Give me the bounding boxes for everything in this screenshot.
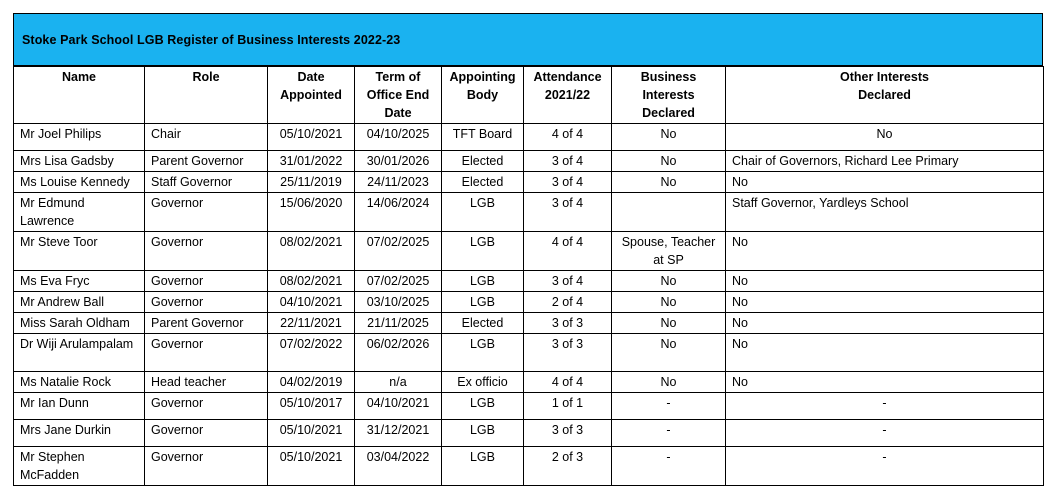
cell-business-interests: - bbox=[612, 420, 726, 447]
cell-role: Governor bbox=[145, 193, 268, 232]
register-sheet bbox=[13, 13, 1043, 486]
cell-role: Governor bbox=[145, 393, 268, 420]
header-row bbox=[14, 67, 1044, 124]
cell-business-interests: - bbox=[612, 447, 726, 486]
cell-role: Staff Governor bbox=[145, 172, 268, 193]
cell-appointing-body: LGB bbox=[442, 193, 524, 232]
cell-name: Mr Edmund Lawrence bbox=[14, 193, 145, 232]
cell-other-interests: No bbox=[726, 172, 1044, 193]
cell-other-interests: - bbox=[726, 393, 1044, 420]
cell-attendance: 3 of 3 bbox=[524, 313, 612, 334]
cell-appointing-body: Elected bbox=[442, 313, 524, 334]
cell-attendance: 4 of 4 bbox=[524, 124, 612, 151]
table-row bbox=[14, 232, 1044, 271]
cell-name: Mr Ian Dunn bbox=[14, 393, 145, 420]
cell-term-end: 04/10/2021 bbox=[355, 393, 442, 420]
cell-attendance: 4 of 4 bbox=[524, 372, 612, 393]
cell-date-appointed: 31/01/2022 bbox=[268, 151, 355, 172]
cell-other-interests: No bbox=[726, 124, 1044, 151]
cell-appointing-body: LGB bbox=[442, 420, 524, 447]
cell-appointing-body: Elected bbox=[442, 172, 524, 193]
cell-attendance: 2 of 4 bbox=[524, 292, 612, 313]
col-header-term-end: Term of Office End Date bbox=[355, 67, 442, 124]
cell-business-interests: No bbox=[612, 124, 726, 151]
col-header-business-interests: Business Interests Declared bbox=[612, 67, 726, 124]
cell-role: Parent Governor bbox=[145, 313, 268, 334]
title-bar bbox=[13, 13, 1043, 66]
cell-date-appointed: 05/10/2021 bbox=[268, 124, 355, 151]
table-row bbox=[14, 393, 1044, 420]
table-row bbox=[14, 151, 1044, 172]
cell-other-interests: - bbox=[726, 420, 1044, 447]
col-header-role: Role bbox=[145, 67, 268, 124]
cell-name: Mr Steve Toor bbox=[14, 232, 145, 271]
col-header-other-interests: Other Interests Declared bbox=[726, 67, 1044, 124]
cell-term-end: 03/04/2022 bbox=[355, 447, 442, 486]
cell-appointing-body: Ex officio bbox=[442, 372, 524, 393]
cell-role: Governor bbox=[145, 420, 268, 447]
table-row bbox=[14, 334, 1044, 372]
cell-date-appointed: 07/02/2022 bbox=[268, 334, 355, 372]
cell-appointing-body: LGB bbox=[442, 292, 524, 313]
cell-role: Governor bbox=[145, 334, 268, 372]
cell-other-interests: Staff Governor, Yardleys School bbox=[726, 193, 1044, 232]
cell-appointing-body: LGB bbox=[442, 447, 524, 486]
cell-appointing-body: TFT Board bbox=[442, 124, 524, 151]
cell-term-end: 07/02/2025 bbox=[355, 271, 442, 292]
cell-business-interests: No bbox=[612, 292, 726, 313]
cell-attendance: 4 of 4 bbox=[524, 232, 612, 271]
cell-name: Ms Natalie Rock bbox=[14, 372, 145, 393]
register-title: Stoke Park School LGB Register of Business Interests 2022-23 bbox=[22, 32, 401, 47]
cell-business-interests: No bbox=[612, 334, 726, 372]
cell-name: Miss Sarah Oldham bbox=[14, 313, 145, 334]
cell-other-interests: No bbox=[726, 292, 1044, 313]
cell-name: Mr Joel Philips bbox=[14, 124, 145, 151]
table-row bbox=[14, 172, 1044, 193]
cell-date-appointed: 04/10/2021 bbox=[268, 292, 355, 313]
cell-name: Mrs Jane Durkin bbox=[14, 420, 145, 447]
cell-term-end: n/a bbox=[355, 372, 442, 393]
cell-name: Ms Louise Kennedy bbox=[14, 172, 145, 193]
cell-date-appointed: 15/06/2020 bbox=[268, 193, 355, 232]
cell-name: Dr Wiji Arulampalam bbox=[14, 334, 145, 372]
cell-attendance: 2 of 3 bbox=[524, 447, 612, 486]
cell-attendance: 3 of 3 bbox=[524, 420, 612, 447]
cell-date-appointed: 05/10/2017 bbox=[268, 393, 355, 420]
cell-business-interests: No bbox=[612, 151, 726, 172]
cell-role: Governor bbox=[145, 447, 268, 486]
cell-date-appointed: 22/11/2021 bbox=[268, 313, 355, 334]
cell-appointing-body: LGB bbox=[442, 334, 524, 372]
cell-attendance: 3 of 3 bbox=[524, 334, 612, 372]
cell-appointing-body: LGB bbox=[442, 232, 524, 271]
cell-attendance: 3 of 4 bbox=[524, 172, 612, 193]
cell-business-interests: No bbox=[612, 172, 726, 193]
table-row bbox=[14, 292, 1044, 313]
cell-term-end: 30/01/2026 bbox=[355, 151, 442, 172]
cell-other-interests: No bbox=[726, 271, 1044, 292]
cell-term-end: 24/11/2023 bbox=[355, 172, 442, 193]
cell-business-interests: No bbox=[612, 372, 726, 393]
table-row bbox=[14, 447, 1044, 486]
col-header-attendance: Attendance 2021/22 bbox=[524, 67, 612, 124]
cell-term-end: 06/02/2026 bbox=[355, 334, 442, 372]
cell-name: Ms Eva Fryc bbox=[14, 271, 145, 292]
cell-attendance: 3 of 4 bbox=[524, 193, 612, 232]
cell-business-interests bbox=[612, 193, 726, 232]
cell-date-appointed: 05/10/2021 bbox=[268, 420, 355, 447]
cell-role: Governor bbox=[145, 292, 268, 313]
cell-attendance: 1 of 1 bbox=[524, 393, 612, 420]
table-row bbox=[14, 372, 1044, 393]
cell-name: Mr Andrew Ball bbox=[14, 292, 145, 313]
col-header-name: Name bbox=[14, 67, 145, 124]
cell-attendance: 3 of 4 bbox=[524, 271, 612, 292]
table-row bbox=[14, 420, 1044, 447]
cell-term-end: 04/10/2025 bbox=[355, 124, 442, 151]
col-header-appointing-body: Appointing Body bbox=[442, 67, 524, 124]
col-header-date-appointed: Date Appointed bbox=[268, 67, 355, 124]
cell-other-interests: No bbox=[726, 232, 1044, 271]
cell-role: Governor bbox=[145, 232, 268, 271]
cell-date-appointed: 05/10/2021 bbox=[268, 447, 355, 486]
cell-business-interests: Spouse, Teacher at SP bbox=[612, 232, 726, 271]
cell-other-interests: No bbox=[726, 372, 1044, 393]
cell-term-end: 31/12/2021 bbox=[355, 420, 442, 447]
cell-business-interests: - bbox=[612, 393, 726, 420]
cell-date-appointed: 04/02/2019 bbox=[268, 372, 355, 393]
table-row bbox=[14, 271, 1044, 292]
cell-date-appointed: 08/02/2021 bbox=[268, 232, 355, 271]
cell-name: Mrs Lisa Gadsby bbox=[14, 151, 145, 172]
cell-appointing-body: LGB bbox=[442, 393, 524, 420]
cell-term-end: 21/11/2025 bbox=[355, 313, 442, 334]
cell-term-end: 07/02/2025 bbox=[355, 232, 442, 271]
table-row bbox=[14, 124, 1044, 151]
cell-role: Head teacher bbox=[145, 372, 268, 393]
cell-term-end: 03/10/2025 bbox=[355, 292, 442, 313]
cell-attendance: 3 of 4 bbox=[524, 151, 612, 172]
cell-role: Parent Governor bbox=[145, 151, 268, 172]
cell-role: Chair bbox=[145, 124, 268, 151]
cell-other-interests: No bbox=[726, 313, 1044, 334]
table-row bbox=[14, 193, 1044, 232]
cell-name: Mr Stephen McFadden bbox=[14, 447, 145, 486]
cell-other-interests: - bbox=[726, 447, 1044, 486]
cell-appointing-body: LGB bbox=[442, 271, 524, 292]
register-table bbox=[13, 66, 1044, 486]
cell-appointing-body: Elected bbox=[442, 151, 524, 172]
table-row bbox=[14, 313, 1044, 334]
cell-business-interests: No bbox=[612, 271, 726, 292]
cell-other-interests: Chair of Governors, Richard Lee Primary bbox=[726, 151, 1044, 172]
cell-role: Governor bbox=[145, 271, 268, 292]
cell-term-end: 14/06/2024 bbox=[355, 193, 442, 232]
cell-date-appointed: 25/11/2019 bbox=[268, 172, 355, 193]
cell-date-appointed: 08/02/2021 bbox=[268, 271, 355, 292]
cell-business-interests: No bbox=[612, 313, 726, 334]
cell-other-interests: No bbox=[726, 334, 1044, 372]
